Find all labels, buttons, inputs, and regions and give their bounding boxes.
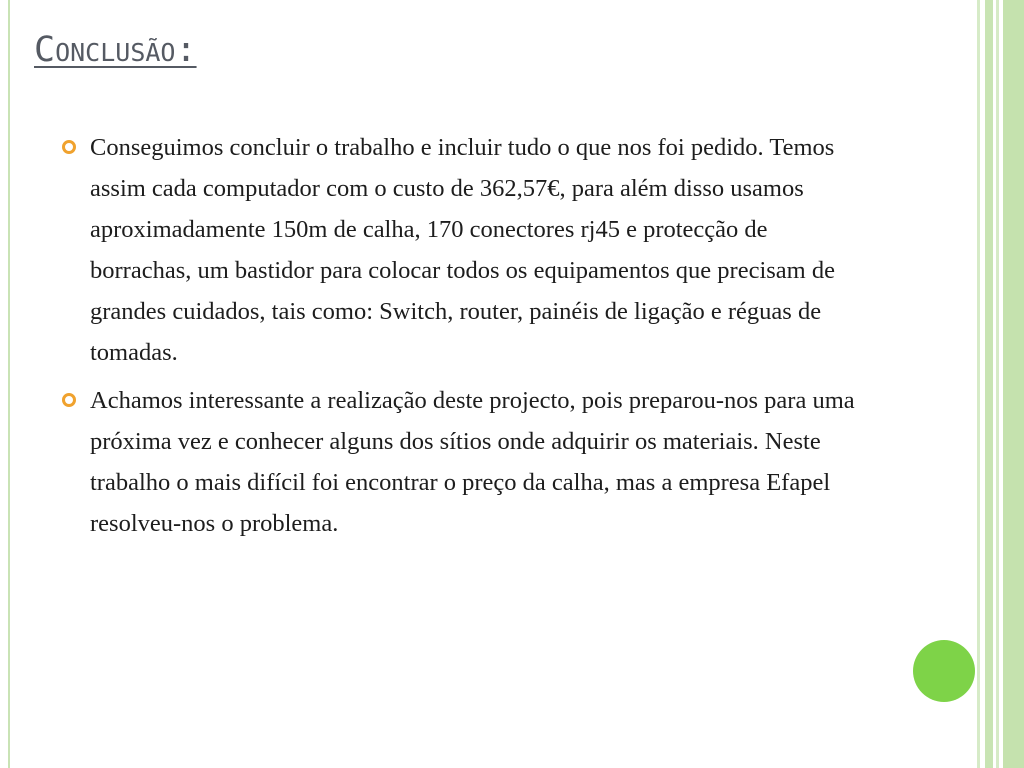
bullet-item <box>62 127 862 373</box>
ring-bullet-icon <box>62 393 76 407</box>
bullet-text: Achamos interessante a realização deste projecto, pois preparou-nos para uma próxima vez e conhecer alguns dos sítios onde adquirir os materiais. Neste trabalho o mais difícil foi encontrar o preço da calha, mas a empresa Efapel resolveu-nos o problema. <box>90 387 855 537</box>
right-border-stripe <box>1003 0 1024 768</box>
bullet-text: Conseguimos concluir o trabalho e incluir tudo o que nos foi pedido. Temos assim cada computador com o custo de 362,57€, para além disso usamos aproximadamente 150m de calha, 170 conectores rj45 e protecção de borrachas, um bastidor para colocar todos os equipamentos que precisam de grandes cuidados, tais como: Switch, router, painéis de ligação e réguas de tomadas. <box>90 134 835 366</box>
green-circle-decoration <box>913 640 975 702</box>
bullet-list <box>62 127 862 551</box>
ring-bullet-icon <box>62 140 76 154</box>
right-border-stripe <box>996 0 999 768</box>
right-border-stripe <box>977 0 980 768</box>
left-border-line <box>8 0 10 768</box>
right-border-stripe <box>985 0 993 768</box>
bullet-item <box>62 380 862 544</box>
slide-title: Conclusão: <box>34 30 197 70</box>
